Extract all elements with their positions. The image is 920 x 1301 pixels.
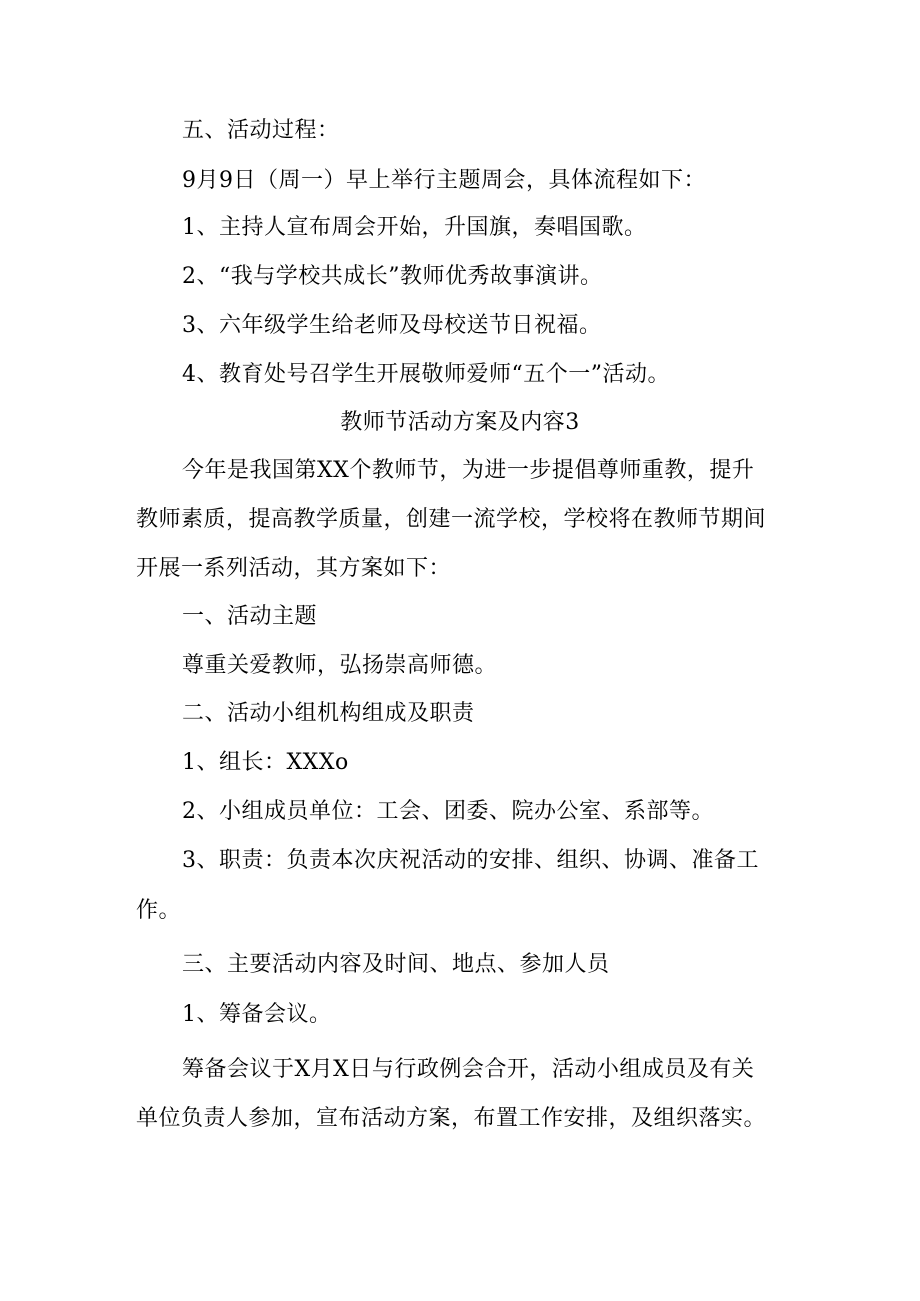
paragraph-line: 今年是我国第XX个教师节，为进一步提倡尊师重教，提升 — [182, 458, 755, 483]
list-item: 1、主持人宣布周会开始，升国旗，奏唱国歌。 — [182, 215, 647, 240]
list-item: 2、“我与学校共成长”教师优秀故事演讲。 — [182, 264, 603, 289]
section-heading-activity-process: 五、活动过程： — [182, 118, 340, 143]
paragraph-line: 尊重关爱教师，弘扬崇高师德。 — [182, 653, 498, 678]
paragraph-line: 作。 — [136, 898, 182, 923]
list-item: 2、小组成员单位：工会、团委、院办公室、系部等。 — [182, 799, 714, 824]
section-title: 教师节活动方案及内容3 — [340, 410, 580, 435]
list-item: 3、六年级学生给老师及母校送节日祝福。 — [182, 313, 602, 338]
section-heading: 一、活动主题 — [182, 604, 318, 629]
list-item: 3、职责：负责本次庆祝活动的安排、组织、协调、准备工 — [182, 848, 759, 873]
list-item: 1、组长：XXXo — [182, 750, 349, 775]
paragraph-line: 9月9日（周一）早上举行主题周会，具体流程如下： — [182, 168, 706, 193]
list-item: 1、筹备会议。 — [182, 1002, 332, 1027]
paragraph-line: 筹备会议于X月X日与行政例会合开，活动小组成员及有关 — [182, 1057, 755, 1082]
section-heading: 二、活动小组机构组成及职责 — [182, 701, 475, 726]
section-heading: 三、主要活动内容及时间、地点、参加人员 — [182, 952, 610, 977]
paragraph-line: 开展一系列活动，其方案如下： — [136, 556, 452, 581]
paragraph-line: 单位负责人参加，宣布活动方案，布置工作安排，及组织落实。 — [136, 1106, 767, 1131]
list-item: 4、教育处号召学生开展敬师爱师“五个一”活动。 — [182, 362, 670, 387]
paragraph-line: 教师素质，提高教学质量，创建一流学校，学校将在教师节期间 — [136, 507, 767, 532]
